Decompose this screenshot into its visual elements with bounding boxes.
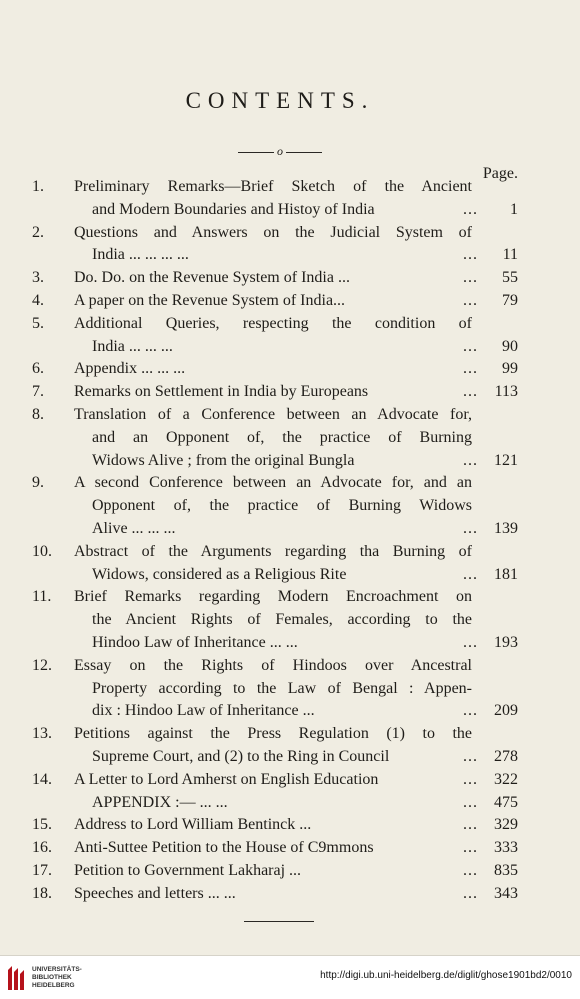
leader-dots: ... (463, 565, 478, 583)
entry-title: A paper on the Revenue System of India... (74, 291, 346, 309)
page-number: 1 (510, 200, 518, 218)
entry-title: APPENDIX :— ... ... (92, 793, 228, 811)
page-number: 90 (502, 337, 518, 355)
entry-number: 15. (32, 816, 52, 834)
entry-title: and Modern Boundaries and Histoy of India (92, 200, 375, 218)
page-number: 835 (494, 861, 518, 879)
contents-line (30, 816, 518, 839)
contents-line (30, 794, 518, 817)
entry-title: Translation of a Conference between an Advocate for, (74, 405, 472, 423)
page-number: 99 (502, 360, 518, 378)
contents-line (30, 543, 518, 566)
entry-title: Questions and Answers on the Judicial System of (74, 223, 472, 241)
contents-line (30, 680, 518, 703)
contents-line (30, 862, 518, 885)
contents-line (30, 588, 518, 611)
entry-title: and an Opponent of, the practice of Burning (92, 428, 472, 446)
leader-dots: ... (463, 519, 478, 537)
leader-dots: ... (463, 291, 478, 309)
page-number: 193 (494, 633, 518, 651)
page-number: 343 (494, 884, 518, 902)
entry-number: 17. (32, 861, 52, 879)
leader-dots: ... (463, 451, 478, 469)
entry-title: Appendix ... ... ... (74, 360, 186, 378)
entry-title: Alive ... ... ... (92, 519, 176, 537)
leader-dots: ... (463, 269, 478, 287)
contents-line (30, 771, 518, 794)
contents-list (30, 178, 518, 908)
entry-number: 2. (32, 223, 44, 241)
entry-title: Anti-Suttee Petition to the House of C9mmons (74, 839, 374, 857)
entry-number: 5. (32, 314, 44, 332)
entry-title: Petitions against the Press Regulation (1) to the (74, 725, 472, 743)
contents-line (30, 725, 518, 748)
contents-line (30, 178, 518, 201)
source-url[interactable]: http://digi.ub.uni-heidelberg.de/diglit/ghose1901bd2/0010 (320, 970, 572, 981)
contents-line (30, 246, 518, 269)
contents-line (30, 497, 518, 520)
entry-number: 1. (32, 178, 44, 195)
entry-title: Do. Do. on the Revenue System of India ... (74, 269, 350, 287)
entry-number: 13. (32, 725, 52, 743)
contents-line (30, 292, 518, 315)
ornament-rule (0, 144, 560, 159)
entry-number: 3. (32, 269, 44, 287)
page-number: 139 (494, 519, 518, 537)
entry-title: Remarks on Settlement in India by Europeans (74, 383, 369, 401)
leader-dots: ... (463, 383, 478, 401)
contents-line (30, 566, 518, 589)
entry-title: Widows Alive ; from the original Bungla (92, 451, 355, 469)
contents-line (30, 611, 518, 634)
entry-title: Speeches and letters ... ... (74, 884, 236, 902)
contents-line (30, 839, 518, 862)
leader-dots: ... (463, 884, 478, 902)
page-number: 209 (494, 702, 518, 720)
leader-dots: ... (463, 337, 478, 355)
contents-line (30, 269, 518, 292)
ornament-mark: o (277, 144, 283, 158)
entry-number: 18. (32, 884, 52, 902)
entry-number: 12. (32, 656, 52, 674)
contents-line (30, 520, 518, 543)
entry-title: A Letter to Lord Amherst on English Education (74, 770, 379, 788)
leader-dots: ... (463, 770, 478, 788)
entry-title: Preliminary Remarks—Brief Sketch of the Ancient (74, 178, 472, 195)
contents-line (30, 406, 518, 429)
entry-number: 14. (32, 770, 52, 788)
page-number: 79 (502, 291, 518, 309)
leader-dots: ... (463, 861, 478, 879)
entry-title: India ... ... ... ... (92, 246, 189, 264)
page-number: 181 (494, 565, 518, 583)
entry-title: Widows, considered as a Religious Rite (92, 565, 347, 583)
leader-dots: ... (463, 839, 478, 857)
entry-title: Brief Remarks regarding Modern Encroachment on (74, 588, 472, 606)
entry-title: Property according to the Law of Bengal : Appen- (92, 679, 472, 697)
contents-line (30, 360, 518, 383)
entry-title: A second Conference between an Advocate for, and an (74, 474, 472, 492)
entry-number: 4. (32, 291, 44, 309)
page-number: 121 (494, 451, 518, 469)
contents-line (30, 224, 518, 247)
contents-line (30, 429, 518, 452)
page-number: 11 (502, 246, 518, 264)
leader-dots: ... (463, 747, 478, 765)
page-number: 333 (494, 839, 518, 857)
library-logo-icon (6, 964, 28, 992)
page-number: 55 (502, 269, 518, 287)
leader-dots: ... (463, 702, 478, 720)
contents-line (30, 452, 518, 475)
entry-title: Abstract of the Arguments regarding tha Burning of (74, 542, 472, 560)
entry-title: Address to Lord William Bentinck ... (74, 816, 312, 834)
contents-line (30, 885, 518, 908)
page-title: CONTENTS. (185, 88, 375, 113)
entry-title: Supreme Court, and (2) to the Ring in Council (92, 747, 390, 765)
contents-line (30, 657, 518, 680)
contents-line (30, 474, 518, 497)
leader-dots: ... (463, 246, 478, 264)
leader-dots: ... (463, 793, 478, 811)
leader-dots: ... (463, 816, 478, 834)
entry-number: 8. (32, 405, 44, 423)
entry-number: 16. (32, 839, 52, 857)
leader-dots: ... (463, 633, 478, 651)
contents-line (30, 201, 518, 224)
leader-dots: ... (463, 360, 478, 378)
entry-title: Hindoo Law of Inheritance ... ... (92, 633, 298, 651)
library-name: UNIVERSITÄTS- BIBLIOTHEK HEIDELBERG (32, 966, 82, 989)
entry-title: dix : Hindoo Law of Inheritance ... (92, 702, 315, 720)
bottom-rule (244, 921, 314, 922)
entry-title: Opponent of, the practice of Burning Widows (92, 497, 472, 515)
entry-number: 9. (32, 474, 44, 492)
entry-title: Essay on the Rights of Hindoos over Ancestral (74, 656, 472, 674)
page-column-header: Page. (482, 165, 518, 182)
footer-bar (0, 955, 580, 999)
entry-title: the Ancient Rights of Females, according to the (92, 611, 472, 629)
leader-dots: ... (463, 200, 478, 218)
page-number: 113 (494, 383, 518, 401)
entry-number: 11. (32, 588, 52, 606)
page-number: 278 (494, 747, 518, 765)
contents-line (30, 383, 518, 406)
entry-title: Additional Queries, respecting the condition of (74, 314, 472, 332)
contents-line (30, 338, 518, 361)
contents-line (30, 702, 518, 725)
entry-title: Petition to Government Lakharaj ... (74, 861, 302, 879)
page-number: 475 (494, 793, 518, 811)
contents-line (30, 748, 518, 771)
entry-number: 6. (32, 360, 44, 378)
contents-line (30, 315, 518, 338)
entry-number: 7. (32, 383, 44, 401)
entry-number: 10. (32, 542, 52, 560)
page-number: 322 (494, 770, 518, 788)
entry-title: India ... ... ... (92, 337, 173, 355)
page-number: 329 (494, 816, 518, 834)
contents-line (30, 634, 518, 657)
